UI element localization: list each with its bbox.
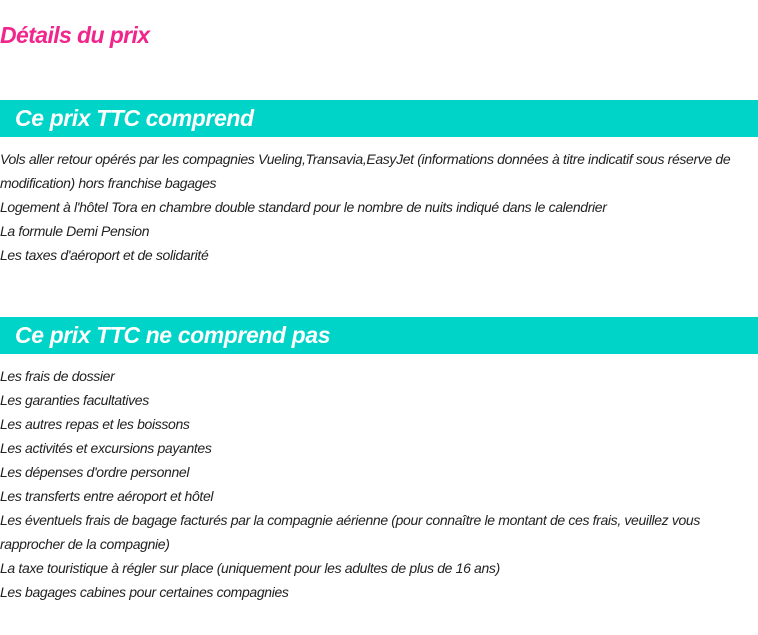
excluded-items-list — [0, 364, 748, 604]
excluded-item: Les dépenses d'ordre personnel — [0, 464, 190, 480]
page-title: Détails du prix — [0, 22, 150, 48]
excluded-item: Les activités et excursions payantes — [0, 440, 212, 456]
included-item: Logement à l'hôtel Tora en chambre double standard pour le nombre de nuits indiqué dans le calendrier — [0, 199, 607, 215]
excluded-item: Les frais de dossier — [0, 368, 115, 384]
excluded-item: Les autres repas et les boissons — [0, 416, 190, 432]
excluded-item: Les éventuels frais de bagage facturés par la compagnie aérienne (pour connaître le montant de ces frais, veuillez vous rapprocher de la compagnie) — [0, 512, 701, 552]
included-item: Les taxes d'aéroport et de solidarité — [0, 247, 209, 263]
excluded-section-heading: Ce prix TTC ne comprend pas — [0, 317, 758, 354]
included-section-heading: Ce prix TTC comprend — [0, 100, 758, 137]
included-item: Vols aller retour opérés par les compagnies Vueling,Transavia,EasyJet (informations données à titre indicatif sous réserve de modification) hors franchise bagages — [0, 151, 731, 191]
excluded-item: La taxe touristique à régler sur place (uniquement pour les adultes de plus de 16 ans) — [0, 560, 500, 576]
included-item: La formule Demi Pension — [0, 223, 150, 239]
excluded-item: Les transferts entre aéroport et hôtel — [0, 488, 214, 504]
included-items-list — [0, 147, 748, 267]
excluded-item: Les bagages cabines pour certaines compagnies — [0, 584, 289, 600]
excluded-item: Les garanties facultatives — [0, 392, 149, 408]
